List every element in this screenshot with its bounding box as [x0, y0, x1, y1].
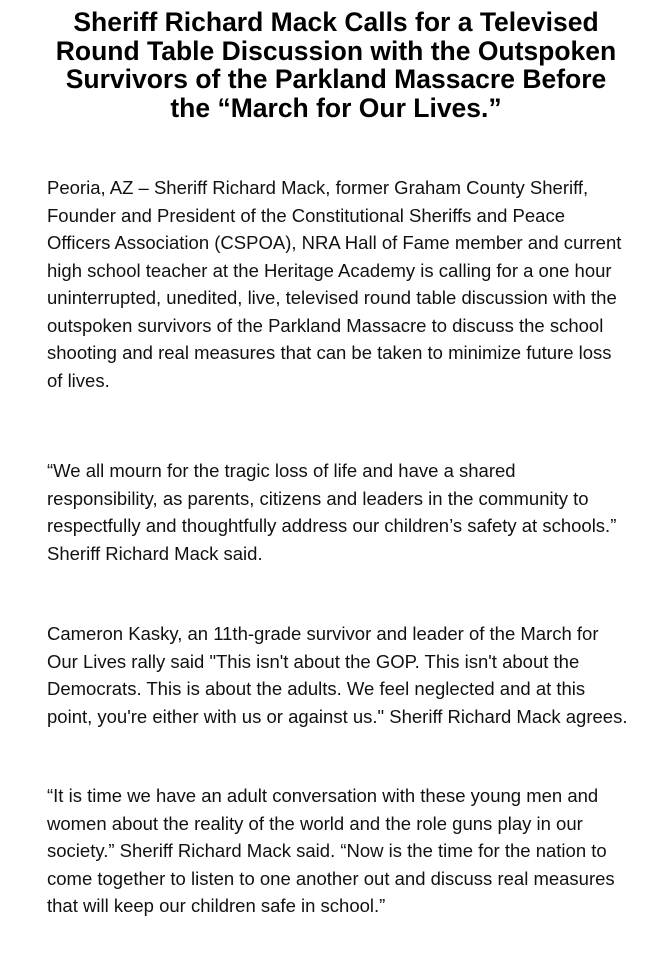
paragraph-line: “It is time we have an adult conversation with these young men and: [47, 785, 599, 806]
paragraph-line: society.” Sheriff Richard Mack said. “Now is the time for the nation to: [47, 840, 607, 861]
paragraph-line: responsibility, as parents, citizens and leaders in the community to: [47, 487, 589, 509]
paragraph-line: Cameron Kasky, an 11th-grade survivor and leader of the March for: [47, 623, 599, 644]
paragraph-line: that will keep our children safe in school.”: [47, 895, 386, 916]
paragraph-line: respectfully and thoughtfully address our children’s safety at schools.”: [47, 515, 617, 536]
paragraph-line: come together to listen to one another out and discuss real measures: [47, 867, 615, 889]
paragraph-line: outspoken survivors of the Parkland Massacre to discuss the school: [47, 314, 604, 336]
paragraph-line: of lives.: [47, 369, 110, 391]
headline-line: Round Table Discussion with the Outspoken: [55, 35, 617, 66]
headline-line: Sheriff Richard Mack Calls for a Televised: [73, 7, 599, 37]
body-paragraph-intro: [47, 174, 647, 394]
headline-line: the “March for Our Lives.”: [170, 92, 502, 123]
headline: [20, 8, 652, 122]
paragraph-line: “We all mourn for the tragic loss of life and have a shared: [47, 460, 516, 481]
paragraph-line: point, you're either with us or against us." Sheriff Richard Mack agrees.: [47, 705, 628, 727]
paragraph-line: Our Lives rally said "This isn't about the GOP. This isn't about the: [47, 650, 580, 672]
paragraph-line: shooting and real measures that can be taken to minimize future loss: [47, 342, 612, 363]
paragraph-line: women about the reality of the world and the role guns play in our: [47, 812, 583, 834]
paragraph-line: Sheriff Richard Mack said.: [47, 542, 263, 564]
paragraph-line: Officers Association (CSPOA), NRA Hall of Fame member and current: [47, 232, 622, 253]
body-paragraph-quote-conversation: [47, 782, 647, 920]
paragraph-line: Democrats. This is about the adults. We feel neglected and at this: [47, 678, 586, 699]
body-paragraph-kasky: [47, 620, 647, 730]
paragraph-line: Founder and President of the Constitutional Sheriffs and Peace: [47, 204, 565, 226]
headline-line: Survivors of the Parkland Massacre Before: [65, 64, 607, 94]
body-paragraph-quote-mourn: [47, 457, 647, 567]
paragraph-line: high school teacher at the Heritage Academy is calling for a one hour: [47, 259, 612, 281]
paragraph-line: uninterrupted, unedited, live, televised round table discussion with the: [47, 287, 617, 308]
paragraph-line: Peoria, AZ – Sheriff Richard Mack, former Graham County Sheriff,: [47, 177, 589, 198]
